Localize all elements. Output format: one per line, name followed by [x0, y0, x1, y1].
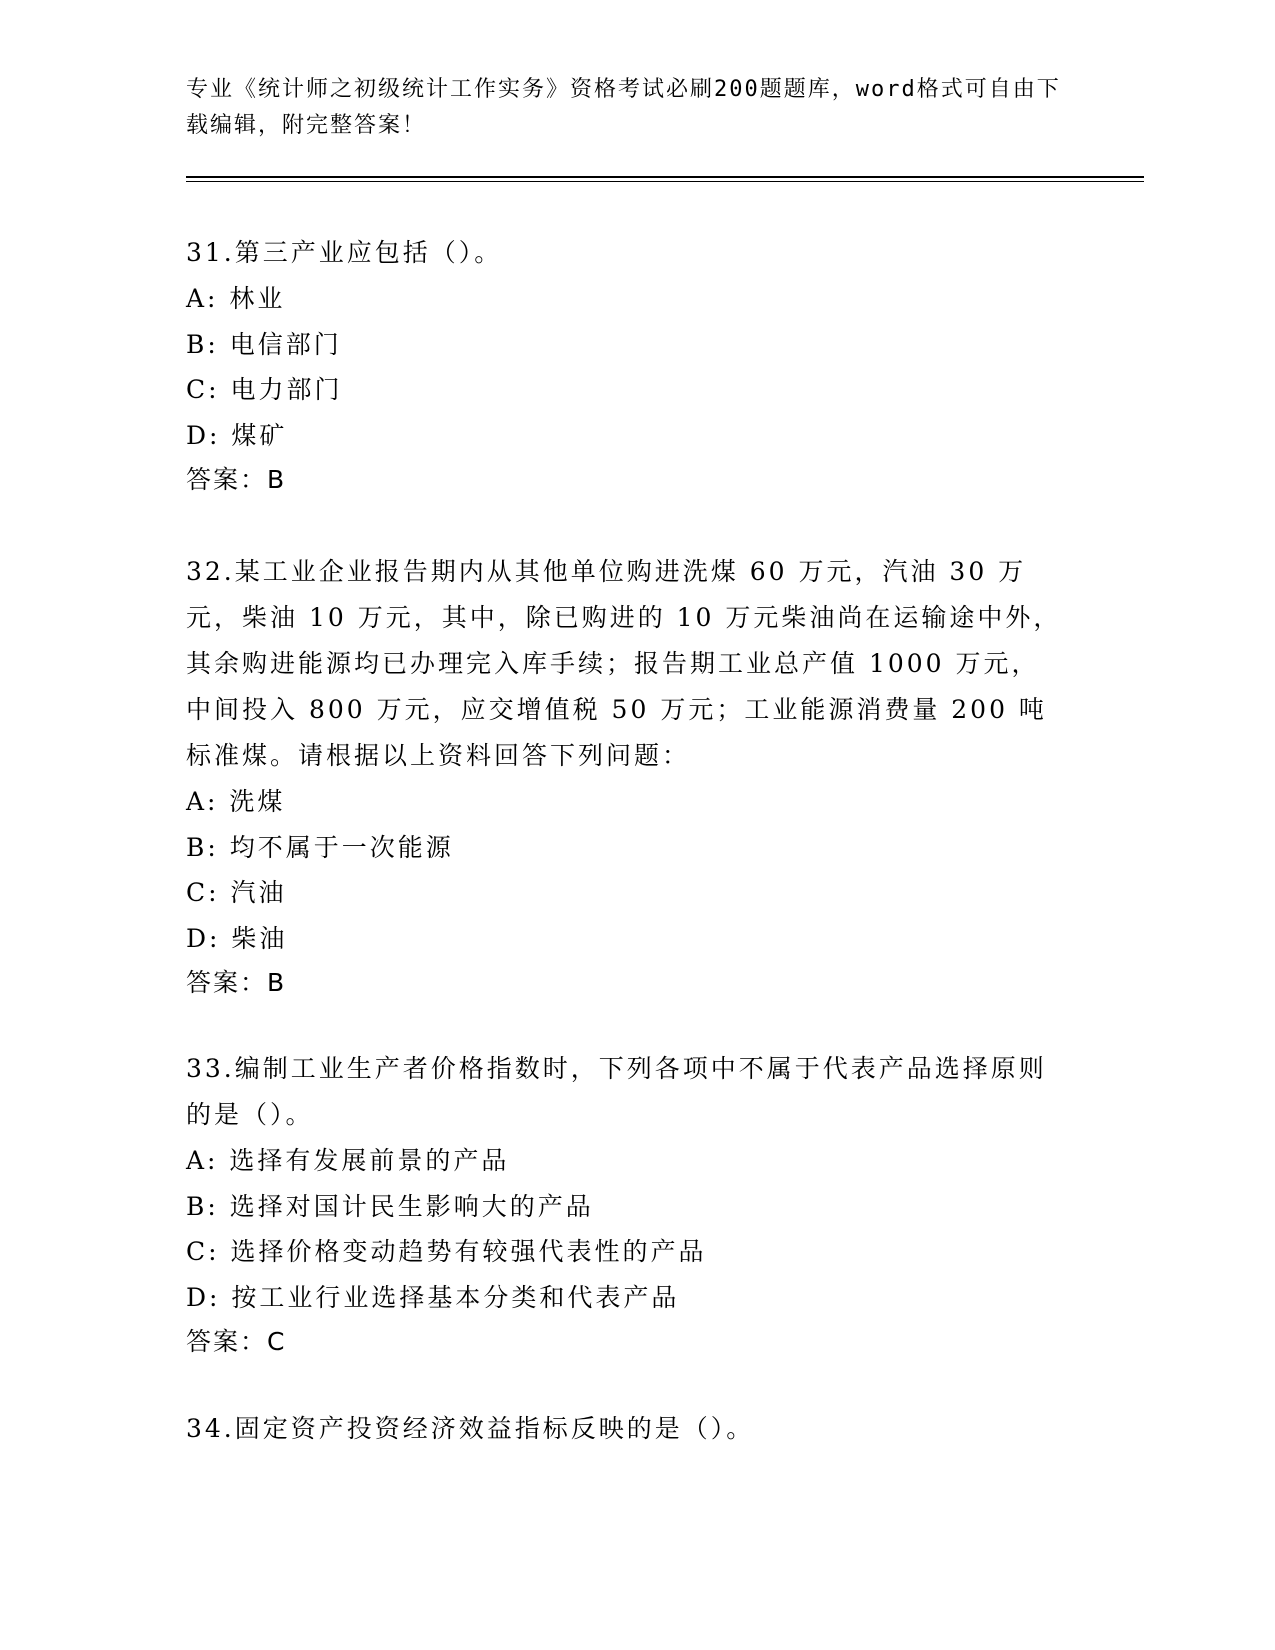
option-a: A: 洗煤: [186, 787, 286, 816]
question-34: [186, 1406, 1066, 1452]
header-divider-thick: [186, 176, 1144, 178]
document-header: 专业《统计师之初级统计工作实务》资格考试必刷200题题库，word格式可自由下载编辑，附完整答案！: [186, 77, 1061, 138]
option-a: A: 选择有发展前景的产品: [186, 1146, 510, 1175]
option-d: D: 按工业行业选择基本分类和代表产品: [186, 1282, 680, 1312]
question-33: [186, 1046, 1066, 1364]
answer-line: 答案：B: [186, 968, 287, 997]
answer-line: 答案：C: [186, 1327, 287, 1356]
question-stem: 34.固定资产投资经济效益指标反映的是（）。: [186, 1414, 755, 1443]
option-c: C: 选择价格变动趋势有较强代表性的产品: [186, 1237, 707, 1266]
option-a: A: 林业: [186, 284, 286, 313]
option-d: D: 煤矿: [186, 420, 288, 450]
option-d: D: 柴油: [186, 923, 288, 953]
question-stem: 33.编制工业生产者价格指数时，下列各项中不属于代表产品选择原则的是（）。: [186, 1054, 1047, 1129]
question-stem: 31.第三产业应包括（）。: [186, 238, 503, 267]
question-31: [186, 230, 1066, 502]
option-b: B: 电信部门: [186, 329, 342, 359]
option-c: C: 电力部门: [186, 375, 343, 404]
option-c: C: 汽油: [186, 878, 287, 907]
option-b: B: 选择对国计民生影响大的产品: [186, 1191, 594, 1221]
header-divider-thin: [186, 181, 1144, 182]
answer-line: 答案：B: [186, 465, 287, 494]
question-stem: 32.某工业企业报告期内从其他单位购进洗煤 60 万元，汽油 30 万元，柴油 10 万元，其中，除已购进的 10 万元柴油尚在运输途中外，其余购进能源均已办理完入库手续；报告期工业总产值 1000 万元，中间投入 800 万元，应交增值税 50 万元；工业能源消费量 200 吨标准煤。请根据以上资料回答下列问题：: [186, 557, 1062, 770]
option-b: B: 均不属于一次能源: [186, 832, 454, 862]
question-32: [186, 549, 1066, 1005]
